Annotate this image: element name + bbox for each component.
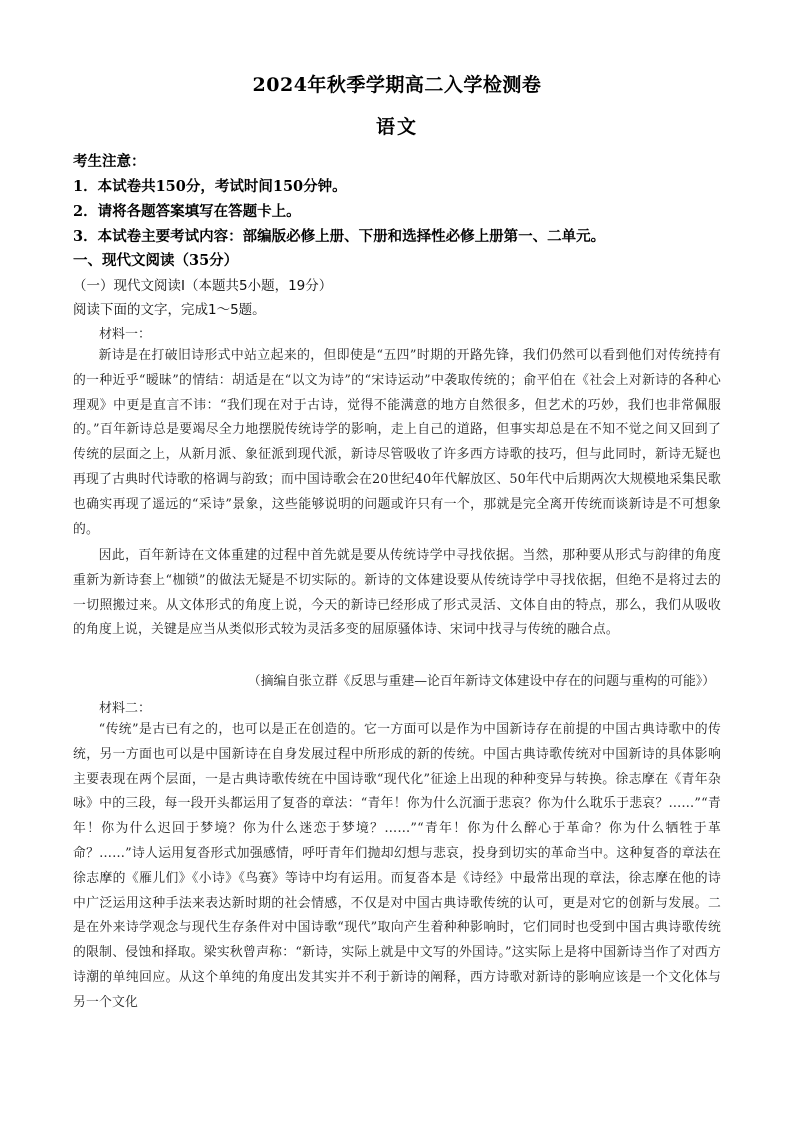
notice-heading: 考生注意： (73, 153, 146, 170)
material-1-label: 材料一： (99, 327, 152, 342)
section-heading: 一、现代文阅读（35分） (73, 252, 239, 269)
exam-title: 2024年秋季学期高二入学检测卷 (252, 74, 542, 96)
material-2-label: 材料二： (99, 701, 152, 716)
notice-item-2: 2．请将各题答案填写在答题卡上。 (73, 203, 301, 220)
material-1-paragraph-1: 新诗是在打破旧诗形式中站立起来的，但即使是“五四”时期的开路先锋，我们仍然可以看到他们对传统持有的一种近乎“暧昧”的情结：胡适是在“以文为诗”的“宋诗运动”中袭取传统的；俞平伯在《社会上对新诗的各种心理观》中更是直言不讳：“我们现在对于古诗，觉得不能满意的地方自然很多，但艺术的巧妙，我们也非常佩服的。”百年新诗总是要竭尽全力地摆脱传统诗学的影响，走上自己的道路，但事实却总是在不知不觉之间又回到了传统的层面之上，从新月派、象征派到现代派，新诗尽管吸收了许多西方诗歌的技巧，但与此同时，新诗无疑也再现了古典时代诗歌的格调与韵致；而中国诗歌会在20世纪40年代解放区、50年代中后期两次大规模地采集民歌也确实再现了遥远的“采诗”景象，这些能够说明的问题或许只有一个，那就是完全离开传统而谈新诗是不可想象的。 (73, 348, 721, 537)
subsection-heading: （一）现代文阅读Ⅰ（本题共5小题，19分） (73, 278, 333, 294)
material-1-paragraph-2: 因此，百年新诗在文体重建的过程中首先就是要从传统诗学中寻找依据。当然，那种要从形式与韵律的角度重新为新诗套上“枷锁”的做法无疑是不切实际的。新诗的文体建设要从传统诗学中寻找依据，但绝不是将过去的一切照搬过来。从文体形式的角度上说，今天的新诗已经形成了形式灵活、文体自由的特点，那么，我们从吸收的角度上说，关键是应当从类似形式较为灵活多变的屈原骚体诗、宋词中找寻与传统的融合点。 (73, 548, 721, 638)
reading-instruction: 阅读下面的文字，完成1～5题。 (73, 302, 266, 318)
material-1-source: （摘编自张立群《反思与重建—论百年新诗文体建设中存在的问题与重构的可能》） (247, 674, 715, 689)
notice-item-1: 1．本试卷共150分，考试时间150分钟。 (73, 178, 347, 195)
subject-title: 语文 (375, 116, 418, 138)
material-2-paragraph-1: “传统”是古已有之的，也可以是正在创造的。它一方面可以是作为中国新诗存在前提的中国古典诗歌中的传统，另一方面也可以是中国新诗在自身发展过程中所形成的新的传统。中国古典诗歌传统对中国新诗的具体影响主要表现在两个层面，一是古典诗歌传统在中国诗歌“现代化”征途上出现的种种变异与转换。徐志摩在《青年杂咏》中的三段，每一段开头都运用了复沓的章法：“青年！你为什么沉湎于悲哀？你为什么耽乐于悲哀？……”“青年！你为什么迟回于梦境？你为什么迷恋于梦境？……”“青年！你为什么醉心于革命？你为什么牺牲于革命？……”诗人运用复沓形式加强感情，呼吁青年们抛却幻想与悲哀，投身到切实的革命当中。这种复沓的章法在徐志摩的《雁儿们》《小诗》《鸟赛》等诗中均有运用。而复沓本是《诗经》中最常出现的章法，徐志摩在他的诗中广泛运用这种手法来表达新时期的社会情感，不仅是对中国古典诗歌传统的认可，更是对它的创新与发展。二是在外来诗学观念与现代生存条件对中国诗歌“现代”取向产生着种种影响时，它们同时也受到中国古典诗歌传统的限制、侵蚀和择取。梁实秋曾声称：“新诗，实际上就是中文写的外国诗。”这实际上是将中国新诗当作了对西方诗潮的单纯回应。从这个单纯的角度出发其实并不利于新诗的阐释，西方诗歌对新诗的影响应该是一个文化体与另一个文化 (73, 722, 721, 1010)
notice-item-3: 3．本试卷主要考试内容：部编版必修上册、下册和选择性必修上册第一、二单元。 (73, 228, 606, 245)
